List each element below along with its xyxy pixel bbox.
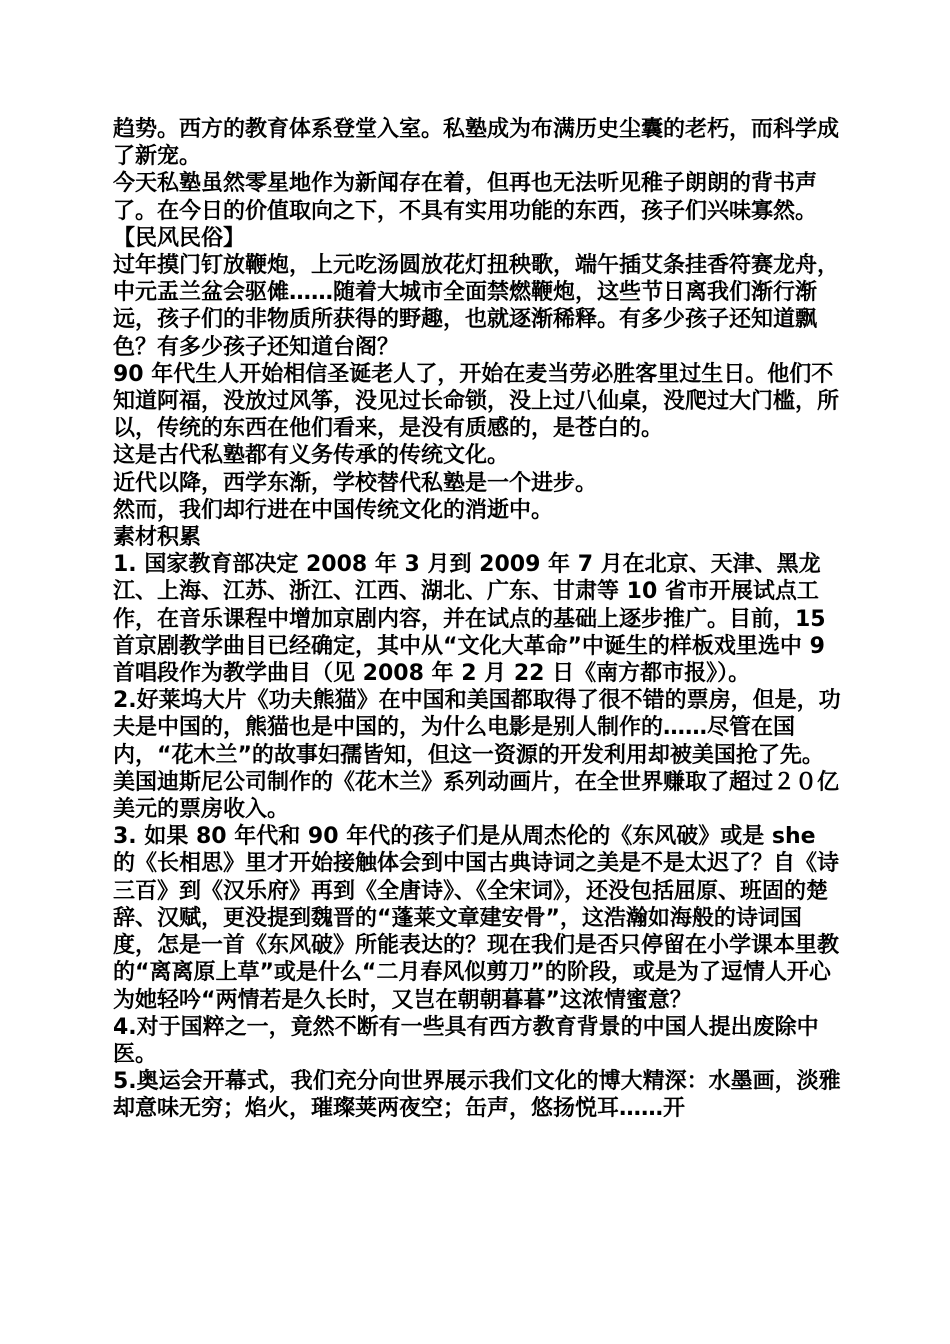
list-item-2-kung-fu-panda: 2.好莱坞大片《功夫熊猫》在中国和美国都取得了很不错的票房，但是，功夫是中国的，熊猫也是中国的，为什么电影是别人制作的……尽管在国内，“花木兰”的故事妇孺皆知，但这一资源的开发利用却被美国抢了先。美国迪斯尼公司制作的《花木兰》系列动画片，在全世界赚取了超过２０亿美元的票房收入。 — [113, 688, 841, 823]
list-item-4-chinese-medicine: 4.对于国粹之一，竟然不断有一些具有西方教育背景的中国人提出废除中医。 — [113, 1014, 819, 1067]
paragraph-private-school-today: 今天私塾虽然零星地作为新闻存在着，但再也无法听见稚子朗朗的背书声了。在今日的价值取向之下，不具有实用功能的东西，孩子们兴味寡然。 — [113, 171, 818, 224]
section-heading-folk-customs: 【民风民俗】 — [113, 225, 246, 251]
section-heading-materials: 素材积累 — [113, 525, 202, 551]
document-body — [113, 116, 841, 1123]
paragraph-fading-culture: 然而，我们却行进在中国传统文化的消逝中。 — [113, 497, 554, 523]
list-item-3-classical-poetry: 3. 如果 80 年代和 90 年代的孩子们是从周杰伦的《东风破》或是 she 的《长相思》里才开始接触体会到中国古典诗词之美是不是太迟了？自《诗三百》到《汉乐府》再到《全唐诗》、《全宋词》，还没包括屈原、班固的楚辞、汉赋，更没提到魏晋的“蓬莱文章建安骨”，这浩瀚如海般的诗词国度，怎是一首《东风破》所能表达的？现在我们是否只停留在小学课本里教的“离离原上草”或是什么“二月春风似剪刀”的阶段，或是为了逗情人开心为她轻吟“两情若是久长时，又岂在朝朝暮暮”这浓情蜜意？ — [113, 824, 840, 1013]
list-item-1-peking-opera: 1. 国家教育部决定 2008 年 3 月到 2009 年 7 月在北京、天津、黑龙江、上海、江苏、浙江、江西、湖北、广东、甘肃等 10 省市开展试点工作，在音乐课程中增加京剧内容，并在试点的基础上逐步推广。目前，15 首京剧教学曲目已经确定，其中从“文化大革命”中诞生的样板戏里选中 9 首唱段作为教学曲目（见 2008 年 2 月 22 日《南方都市报》）。 — [113, 552, 826, 687]
paragraph-western-learning: 近代以降，西学东渐，学校替代私塾是一个进步。 — [113, 470, 598, 496]
list-item-5-olympics: 5.奥运会开幕式，我们充分向世界展示我们文化的博大精深：水墨画，淡雅却意味无穷；焰火，璀璨荚两夜空；缶声，悠扬悦耳……开 — [113, 1069, 841, 1122]
paragraph-traditional-culture: 这是古代私塾都有义务传承的传统文化。 — [113, 443, 510, 469]
paragraph-trend: 趋势。西方的教育体系登堂入室。私塾成为布满历史尘囊的老朽，而科学成了新宠。 — [113, 117, 840, 170]
paragraph-festivals: 过年摸门钉放鞭炮，上元吃汤圆放花灯扭秧歌，端午插艾条挂香符赛龙舟，中元盂兰盆会驱傩……随着大城市全面禁燃鞭炮，这些节日离我们渐行渐远，孩子们的非物质所获得的野趣，也就逐渐稀释。有多少孩子还知道飘色？有多少孩子还知道台阁？ — [113, 253, 840, 360]
paragraph-90s-generation: 90 年代生人开始相信圣诞老人了，开始在麦当劳必胜客里过生日。他们不知道阿福，没放过风筝，没见过长命锁，没上过八仙桌，没爬过大门槛，所以，传统的东西在他们看来，是没有质感的，是苍白的。 — [113, 361, 840, 442]
